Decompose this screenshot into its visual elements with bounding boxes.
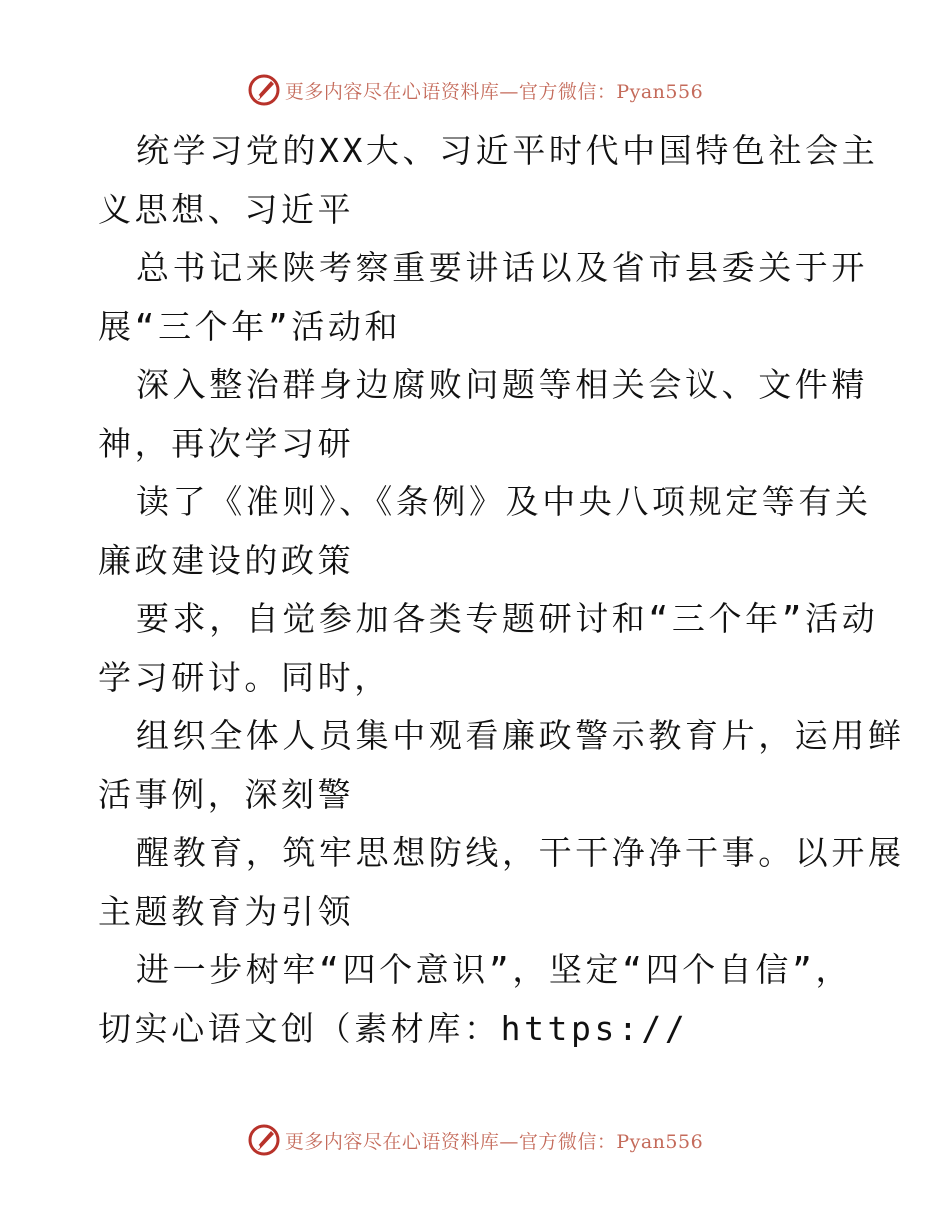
body-line: 主题教育为引领 [98,891,355,931]
header-banner [0,70,950,110]
body-line: 切实心语文创（素材库：https:// [98,1008,689,1048]
header-banner-text: 更多内容尽在心语资料库—官方微信：Pyan556 [284,80,704,103]
body-line: 总书记来陕考察重要讲话以及省市县委关于开 [136,248,868,287]
footer-banner-text: 更多内容尽在心语资料库—官方微信：Pyan556 [284,1130,704,1153]
footer-banner [0,1120,950,1160]
body-line: 神，再次学习研 [98,423,355,463]
body-line: 醒教育，筑牢思想防线，干干净净干事。以开展 [136,833,905,872]
body-line: 义思想、习近平 [98,189,355,229]
pen-nib-logo-icon [247,73,281,107]
body-line: 统学习党的XX大、习近平时代中国特色社会主 [136,131,879,170]
body-line: 活事例，深刻警 [98,774,355,814]
body-line: 进一步树牢“四个意识”，坚定“四个自信”， [136,950,853,989]
body-line: 展“三个年”活动和 [98,306,402,346]
document-body [98,122,905,1058]
body-line: 要求，自觉参加各类专题研讨和“三个年”活动 [136,599,879,638]
pen-nib-logo-icon [247,1123,281,1157]
body-line: 读了《准则》、《条例》及中央八项规定等有关 [136,482,872,521]
body-line: 廉政建设的政策 [98,540,355,580]
body-line: 学习研讨。同时， [98,657,391,697]
body-line: 组织全体人员集中观看廉政警示教育片，运用鲜 [136,716,905,755]
body-line: 深入整治群身边腐败问题等相关会议、文件精 [136,365,868,404]
